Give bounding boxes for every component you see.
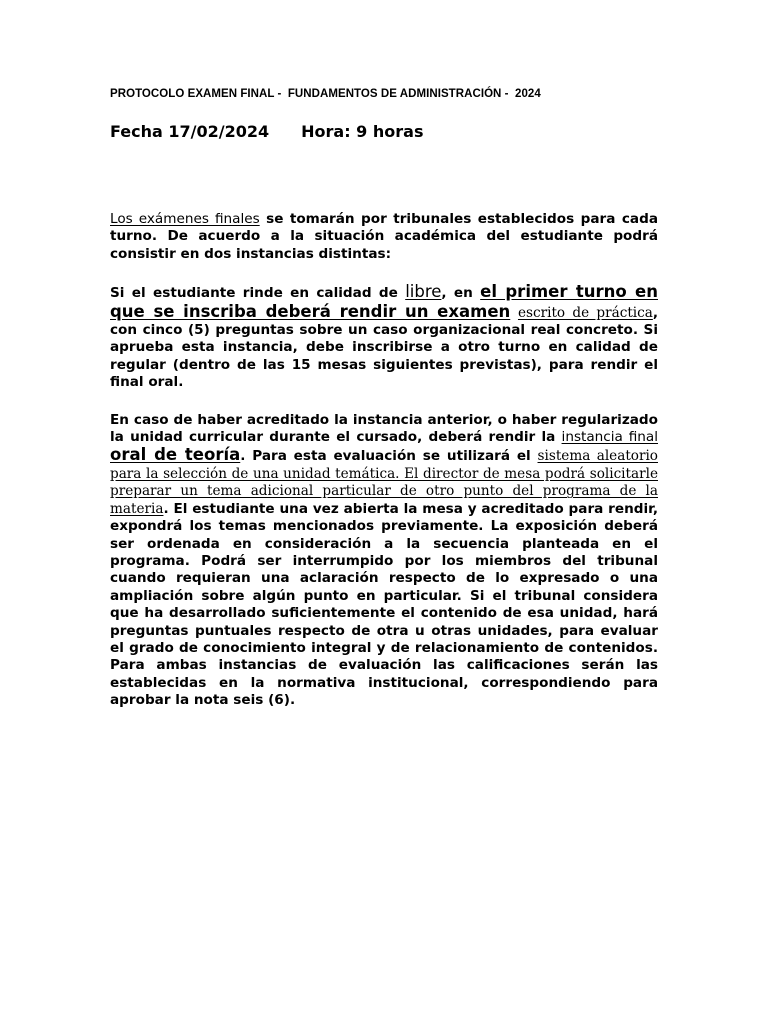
date-time-line xyxy=(110,122,423,141)
text-run: . Para esta evaluación se utilizará el xyxy=(240,448,538,465)
paragraph-intro xyxy=(110,211,658,263)
text-run: Si el estudiante rinde en calidad de xyxy=(110,285,406,302)
emphasis-first-turn: el primer turno en que se inscriba deberá rendir un examen xyxy=(110,282,658,321)
text-run xyxy=(510,305,518,321)
emphasis-final-instance: instancia final xyxy=(561,429,658,446)
text-run: , en xyxy=(441,285,481,302)
text-run: En caso de haber acreditado la instancia anterior, o haber regularizado la unidad curricular durante el cursado, deberá rendir la xyxy=(110,411,658,446)
emphasis-oral-theory: oral de teoría xyxy=(110,445,241,465)
document-body xyxy=(110,211,658,730)
paragraph-regular xyxy=(110,412,658,710)
underlined-phrase: Los exámenes finales xyxy=(110,211,260,227)
text-run: . El estudiante una vez abierta la mesa y acreditado para rendir, expondrá los temas mencionados previamente. La exposición deberá ser ordenada en consideración a la secuencia planteada en el programa. Podrá ser interrumpido por los miembros del tribunal cuando requieran una aclaración respecto de lo expresado o una ampliación sobre algún punto en particular. Si el tribunal considera que ha desarrollado suficientemente el contenido de esa unidad, hará preguntas puntuales respecto de otra u otras unidades, para evaluar el grado de conocimiento integral y de relacionamiento de contenidos. Para ambas instancias de evaluación las calificaciones serán las establecidas en la normativa institucional, correspondiendo para aprobar la nota seis (6). xyxy=(110,500,658,709)
paragraph-libre xyxy=(110,283,658,391)
exam-time: Hora: 9 horas xyxy=(301,122,424,141)
emphasis-written-exam: escrito de práctica xyxy=(517,304,653,321)
text-run: , con cinco (5) preguntas sobre un caso organizacional real concreto. Si aprueba esta instancia, debe inscribirse a otro turno en calidad de regular (dentro de las 15 mesas siguientes previstas), para rendir el final oral. xyxy=(110,304,659,391)
text-run: se tomarán por tribunales establecidos para cada turno. De acuerdo a la situación académica del estudiante podrá consistir en dos instancias distintas: xyxy=(110,211,658,262)
exam-date: Fecha 17/02/2024 xyxy=(110,122,270,141)
emphasis-libre: libre xyxy=(405,282,442,302)
document-title: PROTOCOLO EXAMEN FINAL - FUNDAMENTOS DE ADMINISTRACIÓN - 2024 xyxy=(110,88,541,100)
emphasis-random-system: sistema aleatorio para la selección de una unidad temática. El director de mesa podrá solicitarle preparar un tema adicional particular de otro punto del programa de la materia xyxy=(110,448,658,517)
